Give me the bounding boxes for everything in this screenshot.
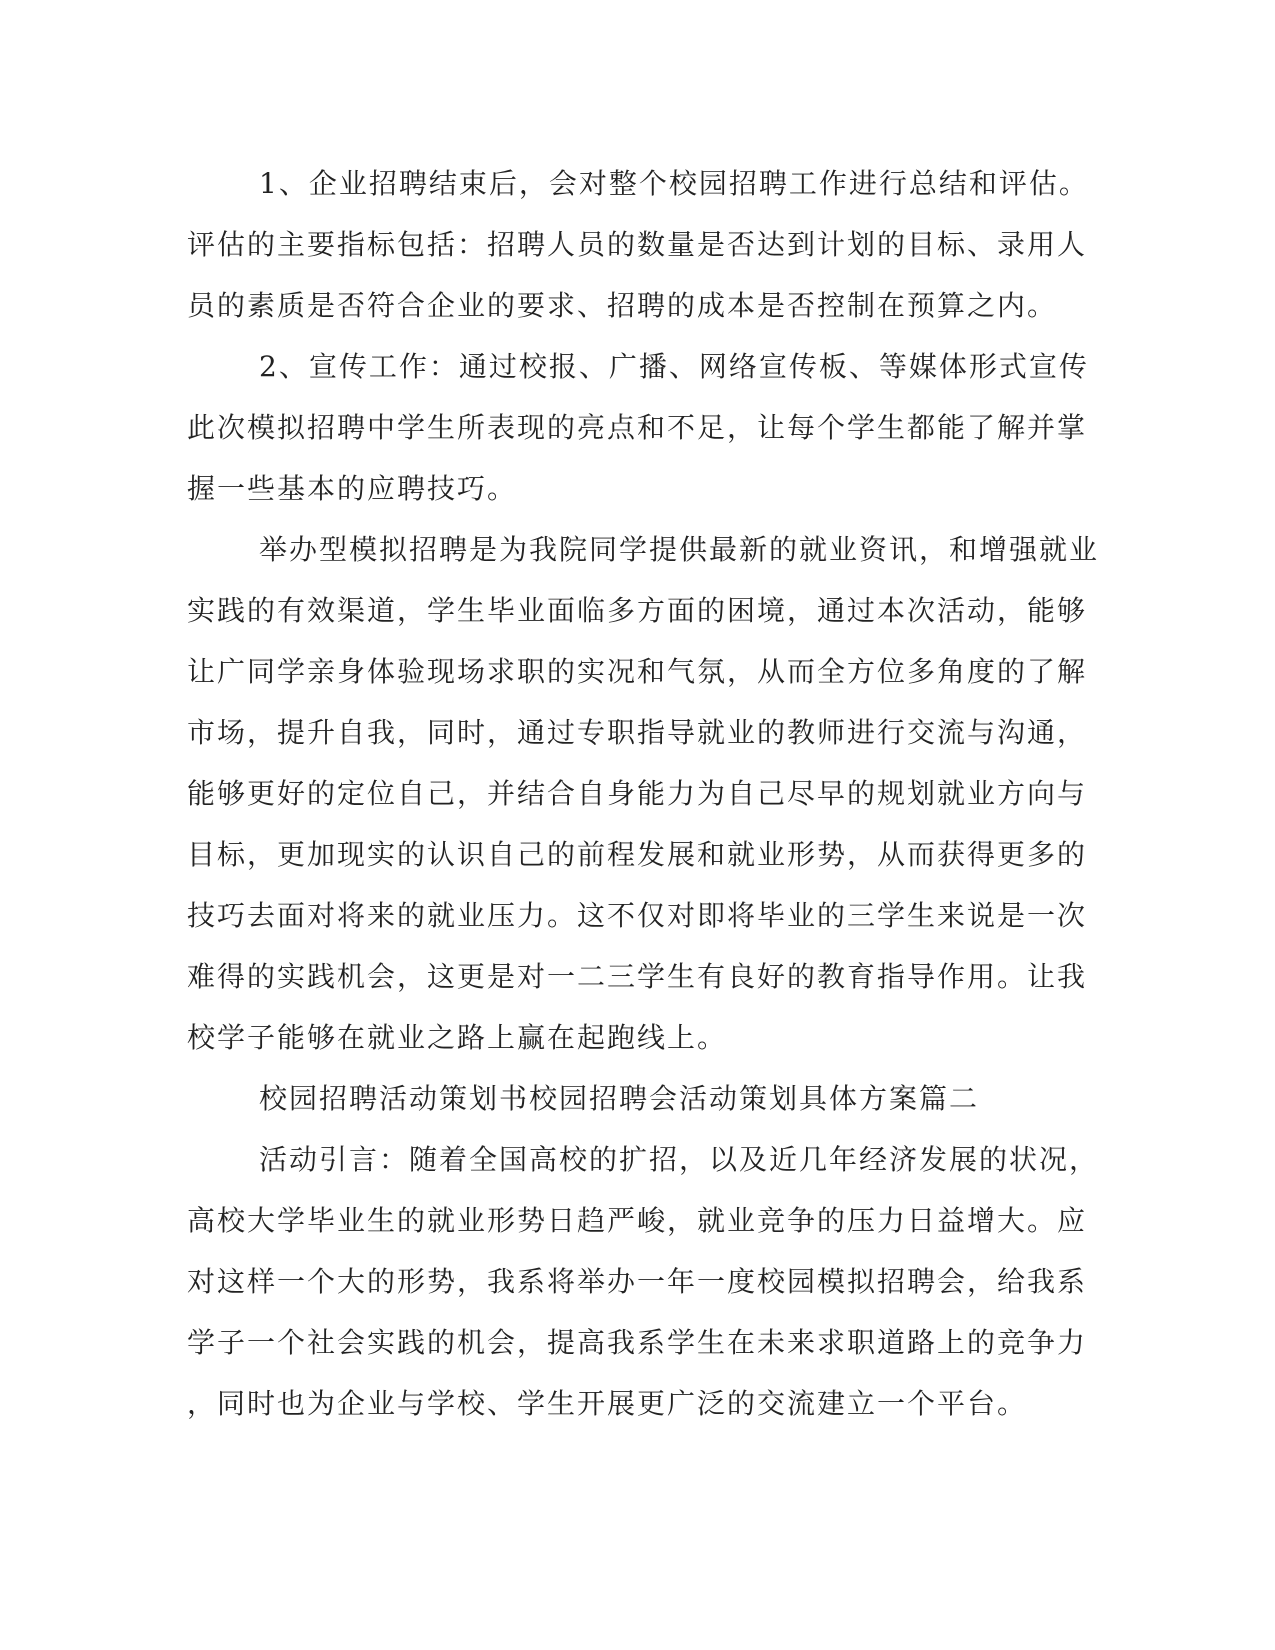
text-line: 难得的实践机会，这更是对一二三学生有良好的教育指导作用。让我 [187, 960, 1088, 993]
text-line: 实践的有效渠道，学生毕业面临多方面的困境，通过本次活动，能够 [187, 594, 1088, 627]
text-line: 能够更好的定位自己，并结合自身能力为自己尽早的规划就业方向与 [187, 777, 1088, 810]
text-line: 握一些基本的应聘技巧。 [187, 472, 518, 505]
text-line: 让广同学亲身体验现场求职的实况和气氛，从而全方位多角度的了解 [187, 655, 1088, 688]
text-line: 活动引言：随着全国高校的扩招，以及近几年经济发展的状况， [259, 1143, 1100, 1176]
section-heading: 校园招聘活动策划书校园招聘会活动策划具体方案篇二 [259, 1082, 980, 1115]
text-line: 技巧去面对将来的就业压力。这不仅对即将毕业的三学生来说是一次 [187, 899, 1088, 932]
text-line: 1、企业招聘结束后，会对整个校园招聘工作进行总结和评估。 [259, 167, 1089, 200]
text-line: 此次模拟招聘中学生所表现的亮点和不足，让每个学生都能了解并掌 [187, 411, 1088, 444]
text-line: 市场，提升自我，同时，通过专职指导就业的教师进行交流与沟通， [187, 716, 1088, 749]
text-line: 高校大学毕业生的就业形势日趋严峻，就业竞争的压力日益增大。应 [187, 1204, 1088, 1237]
text-line: 举办型模拟招聘是为我院同学提供最新的就业资讯，和增强就业 [259, 533, 1100, 566]
document-body [187, 153, 1100, 1434]
text-line: 校学子能够在就业之路上赢在起跑线上。 [187, 1021, 728, 1054]
text-line: 目标，更加现实的认识自己的前程发展和就业形势，从而获得更多的 [187, 838, 1088, 871]
text-line: 评估的主要指标包括：招聘人员的数量是否达到计划的目标、录用人 [187, 228, 1088, 261]
text-line: ，同时也为企业与学校、学生开展更广泛的交流建立一个平台。 [187, 1387, 1028, 1420]
text-line: 对这样一个大的形势，我系将举办一年一度校园模拟招聘会，给我系 [187, 1265, 1088, 1298]
text-line: 学子一个社会实践的机会，提高我系学生在未来求职道路上的竞争力 [187, 1326, 1088, 1359]
text-line: 2、宣传工作：通过校报、广播、网络宣传板、等媒体形式宣传 [259, 350, 1089, 383]
text-line: 员的素质是否符合企业的要求、招聘的成本是否控制在预算之内。 [187, 289, 1058, 322]
